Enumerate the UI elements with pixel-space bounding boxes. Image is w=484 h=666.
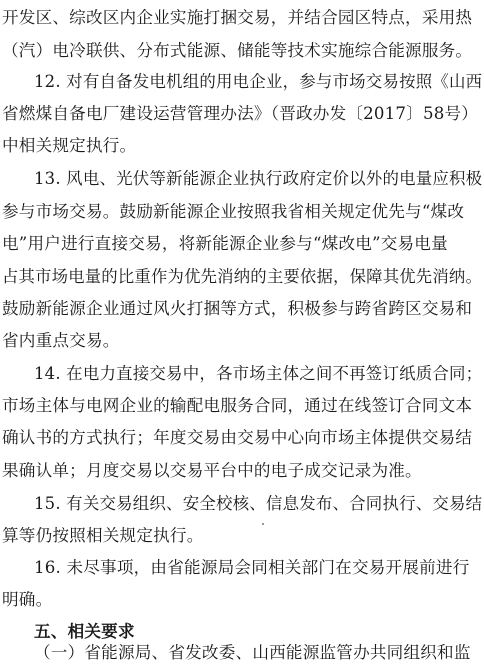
- clause-12-line-2: 省燃煤自备电厂建设运营管理办法》（晋政办发〔2017〕58号）: [2, 104, 479, 123]
- clause-13-line-2: 参与市场交易。鼓励新能源企业按照我省相关规定优先与“煤改: [2, 202, 465, 221]
- clause-15-line-2: 算等仍按照相关规定执行。: [2, 526, 204, 545]
- section-heading-5: 五、相关要求: [34, 622, 135, 641]
- clause-13-line-1: 13. 风电、光伏等新能源企业执行政府定价以外的电量应积极: [34, 169, 483, 188]
- clause-13-line-4: 占其市场电量的比重作为优先消纳的主要依据，保障其优先消纳。: [2, 267, 483, 286]
- clause-16-line-1: 16. 未尽事项，由省能源局会同相关部门在交易开展前进行: [34, 558, 470, 577]
- clause-14-line-1: 14. 在电力直接交易中，各市场主体之间不再签订纸质合同；: [34, 364, 483, 383]
- clause-14-line-4: 果确认单；月度交易以交易平台中的电子成交记录为准。: [2, 461, 422, 480]
- clause-13-line-3: 电”用户进行直接交易，将新能源企业参与“煤改电”交易电量: [2, 234, 448, 253]
- text-line-1: 开发区、综改区内企业实施打捆交易，并结合园区特点，采用热: [2, 8, 473, 27]
- clause-16-line-2: 明确。: [2, 590, 53, 609]
- clause-13-line-5: 鼓励新能源企业通过风火打捆等方式，积极参与跨省跨区交易和: [2, 299, 473, 318]
- clause-14-line-2: 市场主体与电网企业的输配电服务合同，通过在线签订合同文本: [2, 396, 473, 415]
- subsection-1-line-1: （一）省能源局、省发改委、山西能源监管办共同组织和监: [34, 643, 471, 662]
- clause-12-line-1: 12. 对有自备发电机组的用电企业，参与市场交易按照《山西: [34, 72, 483, 91]
- clause-12-line-3: 中相关规定执行。: [2, 136, 137, 155]
- clause-14-line-3: 确认书的方式执行；年度交易由交易中心向市场主体提供交易结: [2, 428, 473, 447]
- scan-speck: [262, 523, 264, 525]
- clause-15-line-1: 15. 有关交易组织、安全校核、信息发布、合同执行、交易结: [34, 494, 483, 513]
- text-line-2: （汽）电冷联供、分布式能源、储能等技术实施综合能源服务。: [2, 41, 473, 60]
- clause-13-line-6: 省内重点交易。: [2, 331, 120, 350]
